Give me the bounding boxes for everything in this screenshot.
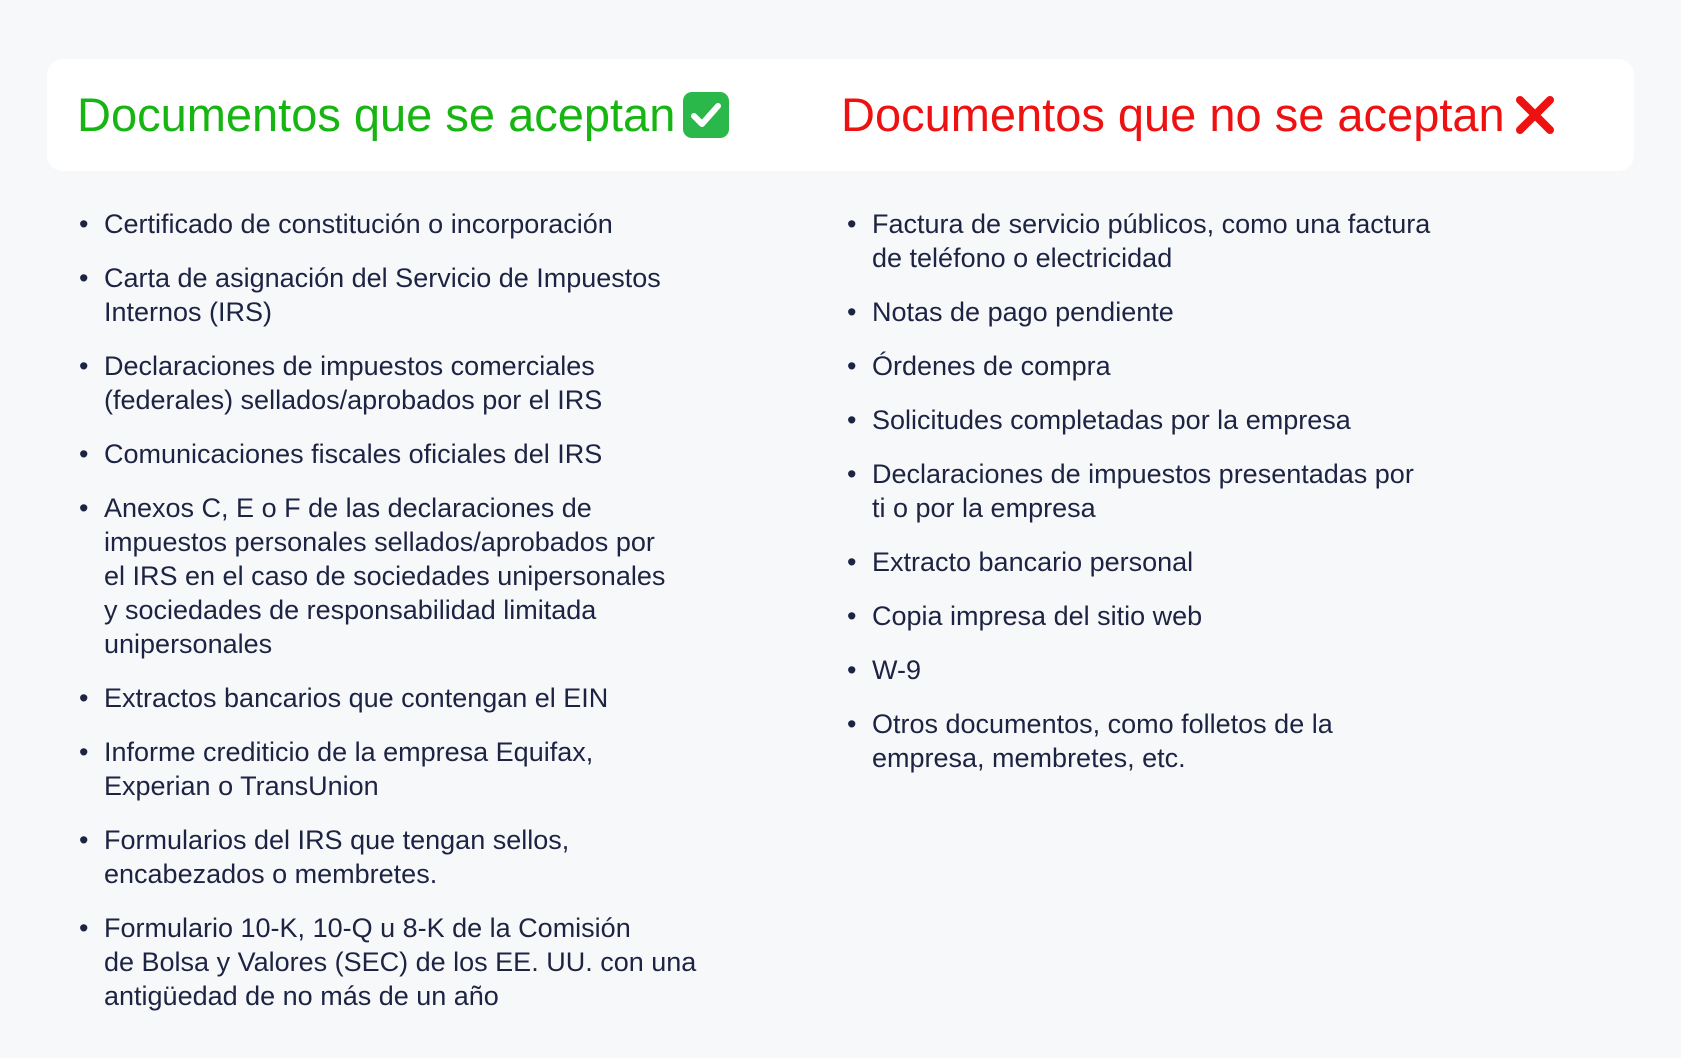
bullet-icon: •	[847, 405, 857, 435]
bullet-icon: •	[847, 601, 857, 631]
accepted-list-item	[77, 911, 737, 1013]
accepted-item-line: Formulario 10-K, 10-Q u 8-K de la Comisión	[104, 913, 631, 943]
accepted-list-item	[77, 681, 737, 715]
accepted-item-line: Anexos C, E o F de las declaraciones de	[104, 493, 592, 523]
rejected-list-item	[845, 207, 1505, 275]
rejected-title-text: Documentos que no se aceptan	[841, 88, 1505, 141]
rejected-item-line: Declaraciones de impuestos presentadas por	[872, 459, 1414, 489]
rejected-item-line: de teléfono o electricidad	[872, 243, 1173, 273]
bullet-icon: •	[79, 825, 89, 855]
rejected-item-line: Otros documentos, como folletos de la	[872, 709, 1333, 739]
bullet-icon: •	[79, 493, 89, 523]
accepted-list-item	[77, 349, 737, 417]
rejected-item-line: Factura de servicio públicos, como una factura	[872, 209, 1431, 239]
rejected-item-line: empresa, membretes, etc.	[872, 743, 1186, 773]
bullet-icon: •	[847, 709, 857, 739]
rejected-list-item	[845, 545, 1505, 579]
check-icon	[683, 92, 729, 138]
rejected-list-item	[845, 349, 1505, 383]
rejected-item-line: Copia impresa del sitio web	[872, 601, 1203, 631]
rejected-list-item	[845, 599, 1505, 633]
accepted-list-item	[77, 437, 737, 471]
accepted-item-line: Internos (IRS)	[104, 297, 273, 327]
rejected-item-line: Solicitudes completadas por la empresa	[872, 405, 1351, 435]
accepted-item-line: impuestos personales sellados/aprobados por	[104, 527, 655, 557]
bullet-icon: •	[79, 351, 89, 381]
bullet-icon: •	[847, 547, 857, 577]
accepted-item-line: y sociedades de responsabilidad limitada	[104, 595, 597, 625]
accepted-item-line: unipersonales	[104, 629, 273, 659]
bullet-icon: •	[847, 297, 857, 327]
bullet-icon: •	[79, 913, 89, 943]
bullet-icon: •	[847, 351, 857, 381]
accepted-list	[77, 207, 737, 1033]
accepted-item-line: antigüedad de no más de un año	[104, 981, 499, 1011]
accepted-item-line: de Bolsa y Valores (SEC) de los EE. UU. con una	[104, 947, 697, 977]
bullet-icon: •	[79, 439, 89, 469]
rejected-list-item	[845, 295, 1505, 329]
rejected-list	[845, 207, 1505, 795]
accepted-item-line: Formularios del IRS que tengan sellos,	[104, 825, 570, 855]
bullet-icon: •	[847, 459, 857, 489]
accepted-title-text: Documentos que se aceptan	[77, 88, 676, 141]
accepted-list-item	[77, 261, 737, 329]
accepted-item-line: Extractos bancarios que contengan el EIN	[104, 683, 609, 713]
rejected-list-item	[845, 457, 1505, 525]
accepted-list-item	[77, 735, 737, 803]
accepted-list-item	[77, 823, 737, 891]
rejected-item-line: Extracto bancario personal	[872, 547, 1194, 577]
bullet-icon: •	[847, 209, 857, 239]
bullet-icon: •	[79, 683, 89, 713]
rejected-item-line: Órdenes de compra	[872, 351, 1111, 381]
cross-icon	[1513, 93, 1557, 137]
rejected-list-item	[845, 403, 1505, 437]
rejected-item-line: Notas de pago pendiente	[872, 297, 1174, 327]
rejected-list-item	[845, 707, 1505, 775]
accepted-item-line: Carta de asignación del Servicio de Impuestos	[104, 263, 661, 293]
accepted-item-line: Declaraciones de impuestos comerciales	[104, 351, 595, 381]
rejected-title	[841, 84, 1557, 146]
accepted-item-line: Experian o TransUnion	[104, 771, 379, 801]
accepted-list-item	[77, 207, 737, 241]
rejected-item-line: W-9	[872, 655, 922, 685]
bullet-icon: •	[79, 263, 89, 293]
rejected-item-line: ti o por la empresa	[872, 493, 1096, 523]
accepted-item-line: el IRS en el caso de sociedades unipersonales	[104, 561, 666, 591]
accepted-title	[77, 84, 729, 146]
accepted-item-line: Informe crediticio de la empresa Equifax,	[104, 737, 594, 767]
accepted-item-line: encabezados o membretes.	[104, 859, 438, 889]
bullet-icon: •	[79, 737, 89, 767]
accepted-item-line: (federales) sellados/aprobados por el IRS	[104, 385, 603, 415]
accepted-item-line: Certificado de constitución o incorporación	[104, 209, 613, 239]
bullet-icon: •	[847, 655, 857, 685]
accepted-list-item	[77, 491, 737, 661]
rejected-list-item	[845, 653, 1505, 687]
bullet-icon: •	[79, 209, 89, 239]
accepted-item-line: Comunicaciones fiscales oficiales del IRS	[104, 439, 603, 469]
